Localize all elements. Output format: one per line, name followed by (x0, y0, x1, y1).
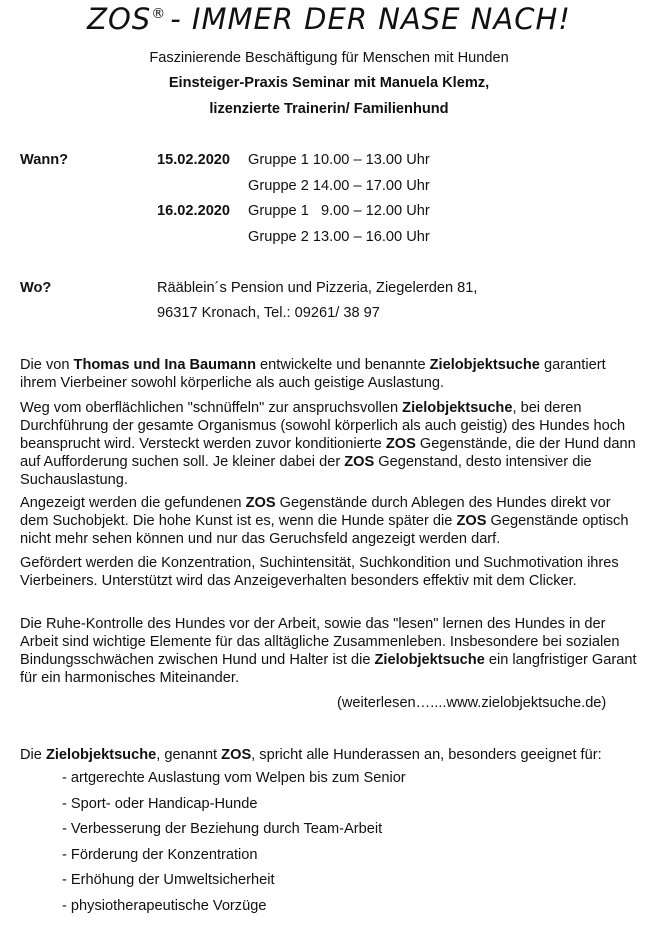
text-run: garantiert ihrem Vierbeiner sowohl körperliche als auch geistige Auslastung. (20, 357, 606, 391)
day1-group1: Gruppe 1 10.00 – 13.00 Uhr (248, 152, 430, 168)
day1-date: 15.02.2020 (157, 152, 231, 168)
address-line2: 96317 Kronach, Tel.: 09261/ 38 97 (157, 305, 380, 321)
text-run: Die Ruhe-Kontrolle des Hundes vor der Arbeit, sowie das "lesen" lernen des Hundes in der Arbeit sind wichtige Elemente für das alltägliche Zusammenleben. Insbesondere bei sozialen Bindungsschwächen zwischen Hund und Halter ist die (20, 616, 620, 668)
title-slogan: - IMMER DER NASE NACH! (170, 2, 571, 36)
text-run: ein langfristiger Garant für ein harmonisches Miteinander. (20, 652, 637, 686)
day2-group2: Gruppe 2 13.00 – 16.00 Uhr (248, 229, 430, 245)
paragraph-calm-control (20, 615, 640, 687)
list-item: - Erhöhung der Umweltsicherheit (62, 872, 275, 889)
title-zos: ZOS (87, 2, 152, 36)
text-run: Gegenstände, die der Hund dann auf Aufforderung suchen soll. Je kleiner dabei der (20, 436, 636, 470)
text-run: , bei deren Durchführung der gesamte Organismus (sowohl körperlich als auch geistig) des Hundes hoch beansprucht wird. Versteckt werden zuvor konditionierte (20, 400, 626, 452)
page-title (0, 2, 658, 36)
where-label: Wo? (20, 280, 52, 296)
seminar-line: Einsteiger-Praxis Seminar mit Manuela Klemz, (168, 75, 490, 91)
paragraph-indication (20, 494, 640, 548)
text-run: Gegenstände optisch nicht mehr sehen können und nur das Geruchsfeld angezeigt werden darf. (20, 513, 629, 547)
suitable-intro (20, 746, 640, 764)
keyword-zos: ZOS (344, 454, 375, 470)
trainer-line: lizenzierte Trainerin/ Familienhund (209, 101, 449, 117)
keyword-zielobjektsuche: Zielobjektsuche (45, 747, 157, 763)
keyword-zielobjektsuche: Zielobjektsuche (374, 652, 485, 668)
address-line1: Rääblein´s Pension und Pizzeria, Ziegelerden 81, (157, 280, 478, 296)
paragraph-intro (20, 356, 640, 392)
keyword-zos: ZOS (385, 436, 416, 452)
keyword-zielobjektsuche: Zielobjektsuche (402, 400, 513, 416)
list-item: - artgerechte Auslastung vom Welpen bis zum Senior (62, 770, 406, 786)
founders-name: Thomas und Ina Baumann (73, 357, 256, 373)
day1-group2: Gruppe 2 14.00 – 17.00 Uhr (248, 178, 430, 194)
when-label: Wann? (20, 152, 69, 168)
text-run: Die (20, 747, 46, 763)
day2-group1: Gruppe 1 9.00 – 12.00 Uhr (248, 203, 430, 219)
keyword-zos: ZOS (221, 747, 252, 763)
list-item: - Sport- oder Handicap-Hunde (62, 795, 258, 812)
text-run: Die von (20, 357, 74, 373)
text-run: , spricht alle Hunderassen an, besonders geeignet für: (251, 747, 602, 763)
text-run: Angezeigt werden die gefundenen (20, 495, 246, 511)
text-run: Gegenstand, desto intensiver die Suchauslastung. (20, 454, 592, 488)
day2-date: 16.02.2020 (157, 203, 231, 219)
list-item: - physiotherapeutische Vorzüge (62, 897, 267, 914)
text-run: Weg vom oberflächlichen "schnüffeln" zur anspruchsvollen (20, 400, 403, 416)
text-run: entwickelte und benannte (255, 357, 430, 373)
paragraph-benefits: Gefördert werden die Konzentration, Suchintensität, Suchkondition und Suchmotivation ihres Vierbeiners. Unterstützt wird das Anzeigeverhalten besonders effektiv mit dem Clicker. (20, 555, 619, 589)
text-run: Gegenstände durch Ablegen des Hundes direkt vor dem Suchobjekt. Die hohe Kunst ist es, wenn die Hunde später die (20, 495, 611, 529)
keyword-zielobjektsuche: Zielobjektsuche (429, 357, 540, 373)
list-item: - Verbesserung der Beziehung durch Team-Arbeit (62, 821, 383, 838)
benefit-list (62, 766, 406, 920)
list-item: - Förderung der Konzentration (62, 846, 258, 863)
registered-mark: ® (151, 6, 167, 23)
keyword-zos: ZOS (245, 495, 276, 511)
text-run: , genannt (156, 747, 222, 763)
keyword-zos: ZOS (456, 513, 487, 529)
paragraph-method (20, 399, 640, 489)
subtitle: Faszinierende Beschäftigung für Menschen mit Hunden (149, 50, 509, 66)
read-more-link[interactable]: (weiterlesen…....www.zielobjektsuche.de) (337, 695, 607, 711)
